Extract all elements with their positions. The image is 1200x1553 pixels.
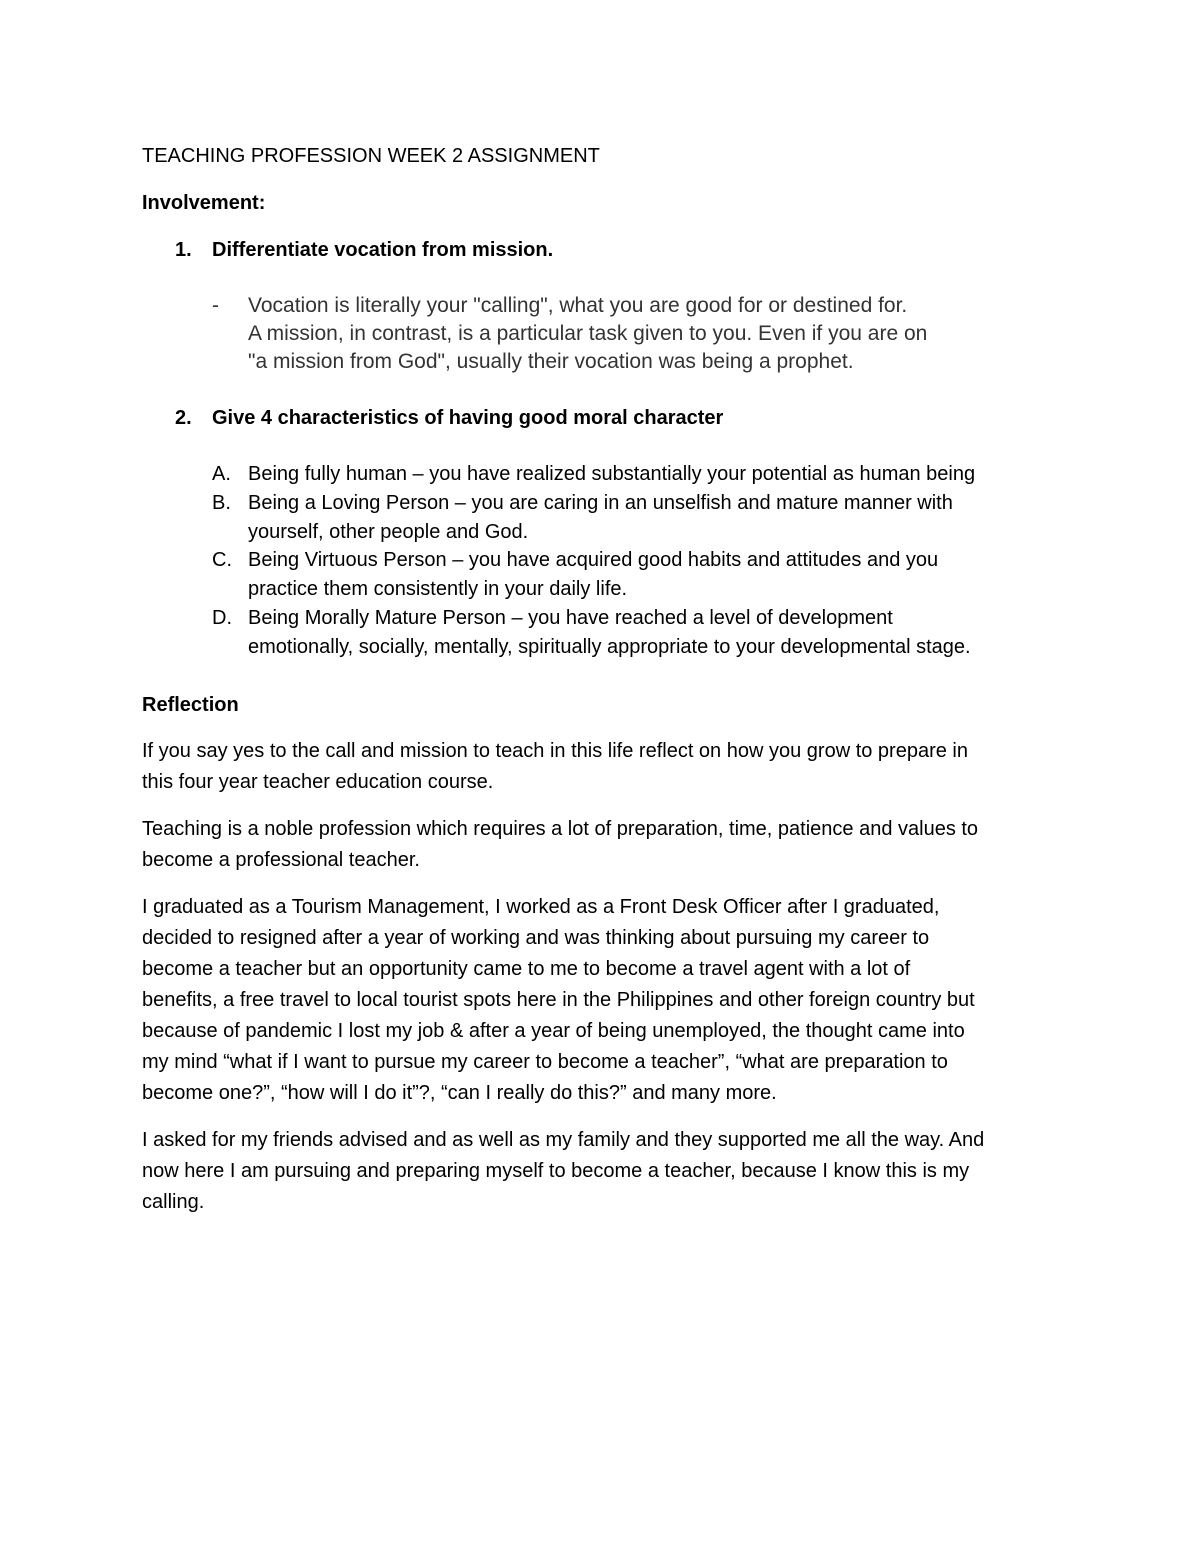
paragraph-2-line-1: I graduated as a Tourism Management, I worked as a Front Desk Officer after I graduated, xyxy=(142,896,940,918)
reflection-heading: Reflection xyxy=(142,694,239,716)
paragraph-2-line-6: my mind “what if I want to pursue my career to become a teacher”, “what are preparation to xyxy=(142,1051,948,1073)
list-item-d-line-2: emotionally, socially, mentally, spiritually appropriate to your developmental stage. xyxy=(248,636,971,658)
paragraph-3-line-3: calling. xyxy=(142,1191,205,1213)
paragraph-2-line-3: become a teacher but an opportunity came to me to become a travel agent with a lot of xyxy=(142,958,911,980)
question-2-text: Give 4 characteristics of having good moral character xyxy=(212,407,724,429)
list-item-a-letter: A. xyxy=(212,463,231,485)
reflection-prompt-line-2: this four year teacher education course. xyxy=(142,771,494,793)
paragraph-1-line-2: become a professional teacher. xyxy=(142,849,420,871)
question-2-number: 2. xyxy=(175,407,192,429)
question-1-text: Differentiate vocation from mission. xyxy=(212,239,554,261)
paragraph-2-line-5: because of pandemic I lost my job & after a year of being unemployed, the thought came into xyxy=(142,1020,965,1042)
answer-1-line-3: "a mission from God", usually their vocation was being a prophet. xyxy=(248,350,854,373)
list-item-b-letter: B. xyxy=(212,492,231,514)
list-item-c-line-1: Being Virtuous Person – you have acquired good habits and attitudes and you xyxy=(248,549,939,571)
involvement-heading: Involvement: xyxy=(142,192,266,214)
list-item-d-line-1: Being Morally Mature Person – you have reached a level of development xyxy=(248,607,893,629)
answer-1-line-2: A mission, in contrast, is a particular task given to you. Even if you are on xyxy=(248,322,928,345)
reflection-prompt-line-1: If you say yes to the call and mission to teach in this life reflect on how you grow to prepare in xyxy=(142,740,968,762)
document-title: TEACHING PROFESSION WEEK 2 ASSIGNMENT xyxy=(142,145,600,167)
paragraph-1-line-1: Teaching is a noble profession which requires a lot of preparation, time, patience and values to xyxy=(142,818,979,840)
list-item-a-line-1: Being fully human – you have realized substantially your potential as human being xyxy=(248,463,976,485)
paragraph-3-line-1: I asked for my friends advised and as well as my family and they supported me all the way. And xyxy=(142,1129,985,1151)
list-item-d-letter: D. xyxy=(212,607,232,629)
paragraph-2-line-2: decided to resigned after a year of working and was thinking about pursuing my career to xyxy=(142,927,930,949)
list-item-b-line-1: Being a Loving Person – you are caring in an unselfish and mature manner with xyxy=(248,492,953,514)
list-item-b-line-2: yourself, other people and God. xyxy=(248,521,529,543)
paragraph-3-line-2: now here I am pursuing and preparing myself to become a teacher, because I know this is my xyxy=(142,1160,970,1182)
list-item-c-letter: C. xyxy=(212,549,232,571)
list-item-c-line-2: practice them consistently in your daily life. xyxy=(248,578,628,600)
paragraph-2-line-4: benefits, a free travel to local tourist spots here in the Philippines and other foreign country but xyxy=(142,989,975,1011)
paragraph-2-line-7: become one?”, “how will I do it”?, “can I really do this?” and many more. xyxy=(142,1082,777,1104)
answer-bullet: - xyxy=(212,294,219,317)
answer-1-line-1: Vocation is literally your "calling", what you are good for or destined for. xyxy=(248,294,908,317)
question-1-number: 1. xyxy=(175,239,192,261)
